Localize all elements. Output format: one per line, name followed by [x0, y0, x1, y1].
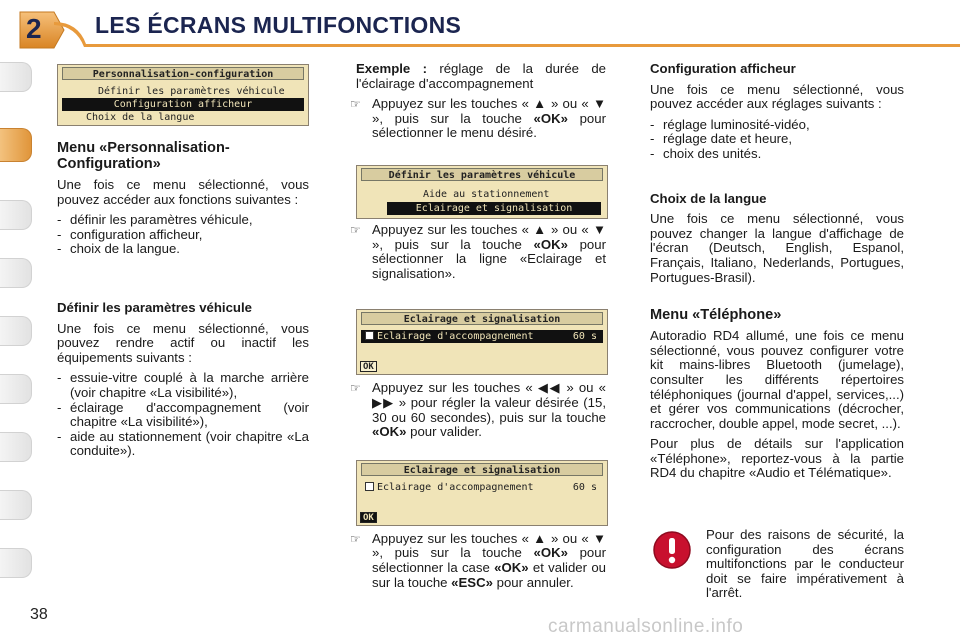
list-item: - aide au stationnement (voir chapitre «La conduite»). — [57, 430, 309, 459]
checkbox-icon — [365, 331, 374, 340]
menu-items — [57, 213, 309, 257]
screen-title: Définir les paramètres véhicule — [361, 168, 603, 181]
phone-text-2: Pour plus de détails sur l'application «Téléphone», reportez-vous à la partie RD4 du chapitre «Audio et Télématique». — [650, 436, 904, 481]
ok-box-selected: OK — [360, 512, 377, 523]
chapter-tab-active[interactable] — [0, 128, 32, 162]
vehicle-intro: Une fois ce menu sélectionné, vous pouvez rendre actif ou inactif les équipements suivants : — [57, 320, 309, 365]
pointing-finger-icon: ☞ — [350, 222, 361, 237]
example-text: réglage de la durée de l'éclairage d'accompagnement — [356, 61, 606, 91]
display-heading: Configuration afficheur — [650, 61, 796, 76]
list-item: - réglage luminosité-vidéo, — [650, 118, 904, 133]
list-item: - définir les paramètres véhicule, — [57, 213, 309, 228]
chapter-tab[interactable] — [0, 490, 32, 520]
step-4: ☞ Appuyez sur les touches « ▲ » ou « ▼ », puis sur la touche «OK» pour sélectionner la case «OK» et valider ou sur la touche «ESC» pour annuler. — [350, 530, 606, 590]
screen-line-selected: Eclairage d'accompagnement 60 s — [361, 330, 603, 343]
warning-text: Pour des raisons de sécurité, la configuration des écrans multifonctions par le conducteur doit se faire impérativement à l'arrêt. — [706, 527, 904, 601]
screen-title: Eclairage et signalisation — [361, 312, 603, 325]
list-item: - choix des unités. — [650, 147, 904, 162]
step-3: ☞ Appuyez sur les touches « ◀◀ » ou « ▶▶ » pour régler la valeur désirée (15, 30 ou 60 secondes), puis sur la touche «OK» pour valider. — [350, 380, 606, 440]
step-1: ☞ Appuyez sur les touches « ▲ » ou « ▼ », puis sur la touche «OK» pour sélectionner le menu désiré. — [350, 96, 606, 141]
menu-heading: Menu «Personnalisation-Configuration» — [57, 140, 230, 172]
phone-heading: Menu «Téléphone» — [650, 307, 782, 324]
display-intro: Une fois ce menu sélectionné, vous pouvez accéder aux réglages suivants : — [650, 81, 904, 112]
screen-eclairage-1 — [356, 309, 608, 375]
screen-line: Eclairage d'accompagnement 60 s — [361, 481, 603, 494]
list-item: - réglage date et heure, — [650, 132, 904, 147]
checkbox-icon — [365, 482, 374, 491]
screen-title: Eclairage et signalisation — [361, 463, 603, 476]
list-item: - choix de la langue. — [57, 242, 309, 257]
list-item: - configuration afficheur, — [57, 228, 309, 243]
chapter-tab[interactable] — [0, 258, 32, 288]
pointing-finger-icon: ☞ — [350, 381, 361, 396]
warning-icon — [652, 530, 692, 570]
language-text: Une fois ce menu sélectionné, vous pouvez changer la langue d'affichage de l'écran (Deutsch, English, Espanol, Français, Italiano, Nederlands, Portugues, Portugues-Brasil). — [650, 211, 904, 285]
page-number: 38 — [30, 606, 48, 623]
chapter-tab[interactable] — [0, 432, 32, 462]
language-heading: Choix de la langue — [650, 190, 767, 206]
screen-line-selected: Eclairage et signalisation — [387, 202, 601, 215]
chapter-tab[interactable] — [0, 200, 32, 230]
list-item: - éclairage d'accompagnement (voir chapitre «La visibilité»), — [57, 401, 309, 430]
column-middle — [340, 62, 606, 590]
screen-personnalisation — [57, 64, 309, 126]
watermark: carmanualsonline.info — [548, 616, 744, 637]
header-rule — [86, 44, 960, 47]
chapter-tab[interactable] — [0, 374, 32, 404]
menu-intro: Une fois ce menu sélectionné, vous pouvez accéder aux fonctions suivantes : — [57, 177, 309, 207]
phone-text-1: Autoradio RD4 allumé, une fois ce menu sélectionné, vous pouvez configurer votre kit mains-libres Bluetooth (jumelage), consulter les différents répertoires téléphoniques (journal d'appel, services,...) et gérer vos communications (décrocher, raccrocher, double appel, mode secret, ...). — [650, 328, 904, 431]
column-right — [650, 62, 904, 481]
chapter-number: 2 — [26, 13, 42, 44]
pointing-finger-icon: ☞ — [350, 531, 361, 546]
step-2: ☞ Appuyez sur les touches « ▲ » ou « ▼ », puis sur la touche «OK» pour sélectionner la ligne «Eclairage et signalisation». — [350, 221, 606, 281]
pointing-finger-icon: ☞ — [350, 97, 361, 112]
screen-line: Définir les paramètres véhicule — [98, 86, 285, 97]
chapter-tab[interactable] — [0, 548, 32, 578]
page-title: LES ÉCRANS MULTIFONCTIONS — [95, 12, 462, 38]
screen-eclairage-2 — [356, 460, 608, 526]
chapter-tab[interactable] — [0, 316, 32, 346]
chapter-tab[interactable] — [0, 62, 32, 92]
vehicle-items — [57, 371, 309, 459]
example-label: Exemple : — [356, 61, 427, 76]
screen-line: Choix de la langue — [86, 112, 195, 123]
ok-box: OK — [360, 361, 377, 372]
chapter-tabs — [0, 62, 34, 582]
example-paragraph — [340, 62, 606, 91]
list-item: - essuie-vitre couplé à la marche arrière (voir chapitre «La visibilité»), — [57, 371, 309, 400]
screen-title: Personnalisation-configuration — [62, 67, 304, 80]
vehicle-heading: Définir les paramètres véhicule — [57, 299, 252, 315]
screen-line-selected: Configuration afficheur — [62, 98, 304, 111]
screen-parametres-vehicule — [356, 165, 608, 219]
screen-line: Aide au stationnement — [423, 188, 550, 200]
column-left — [57, 64, 309, 459]
display-items — [650, 118, 904, 162]
